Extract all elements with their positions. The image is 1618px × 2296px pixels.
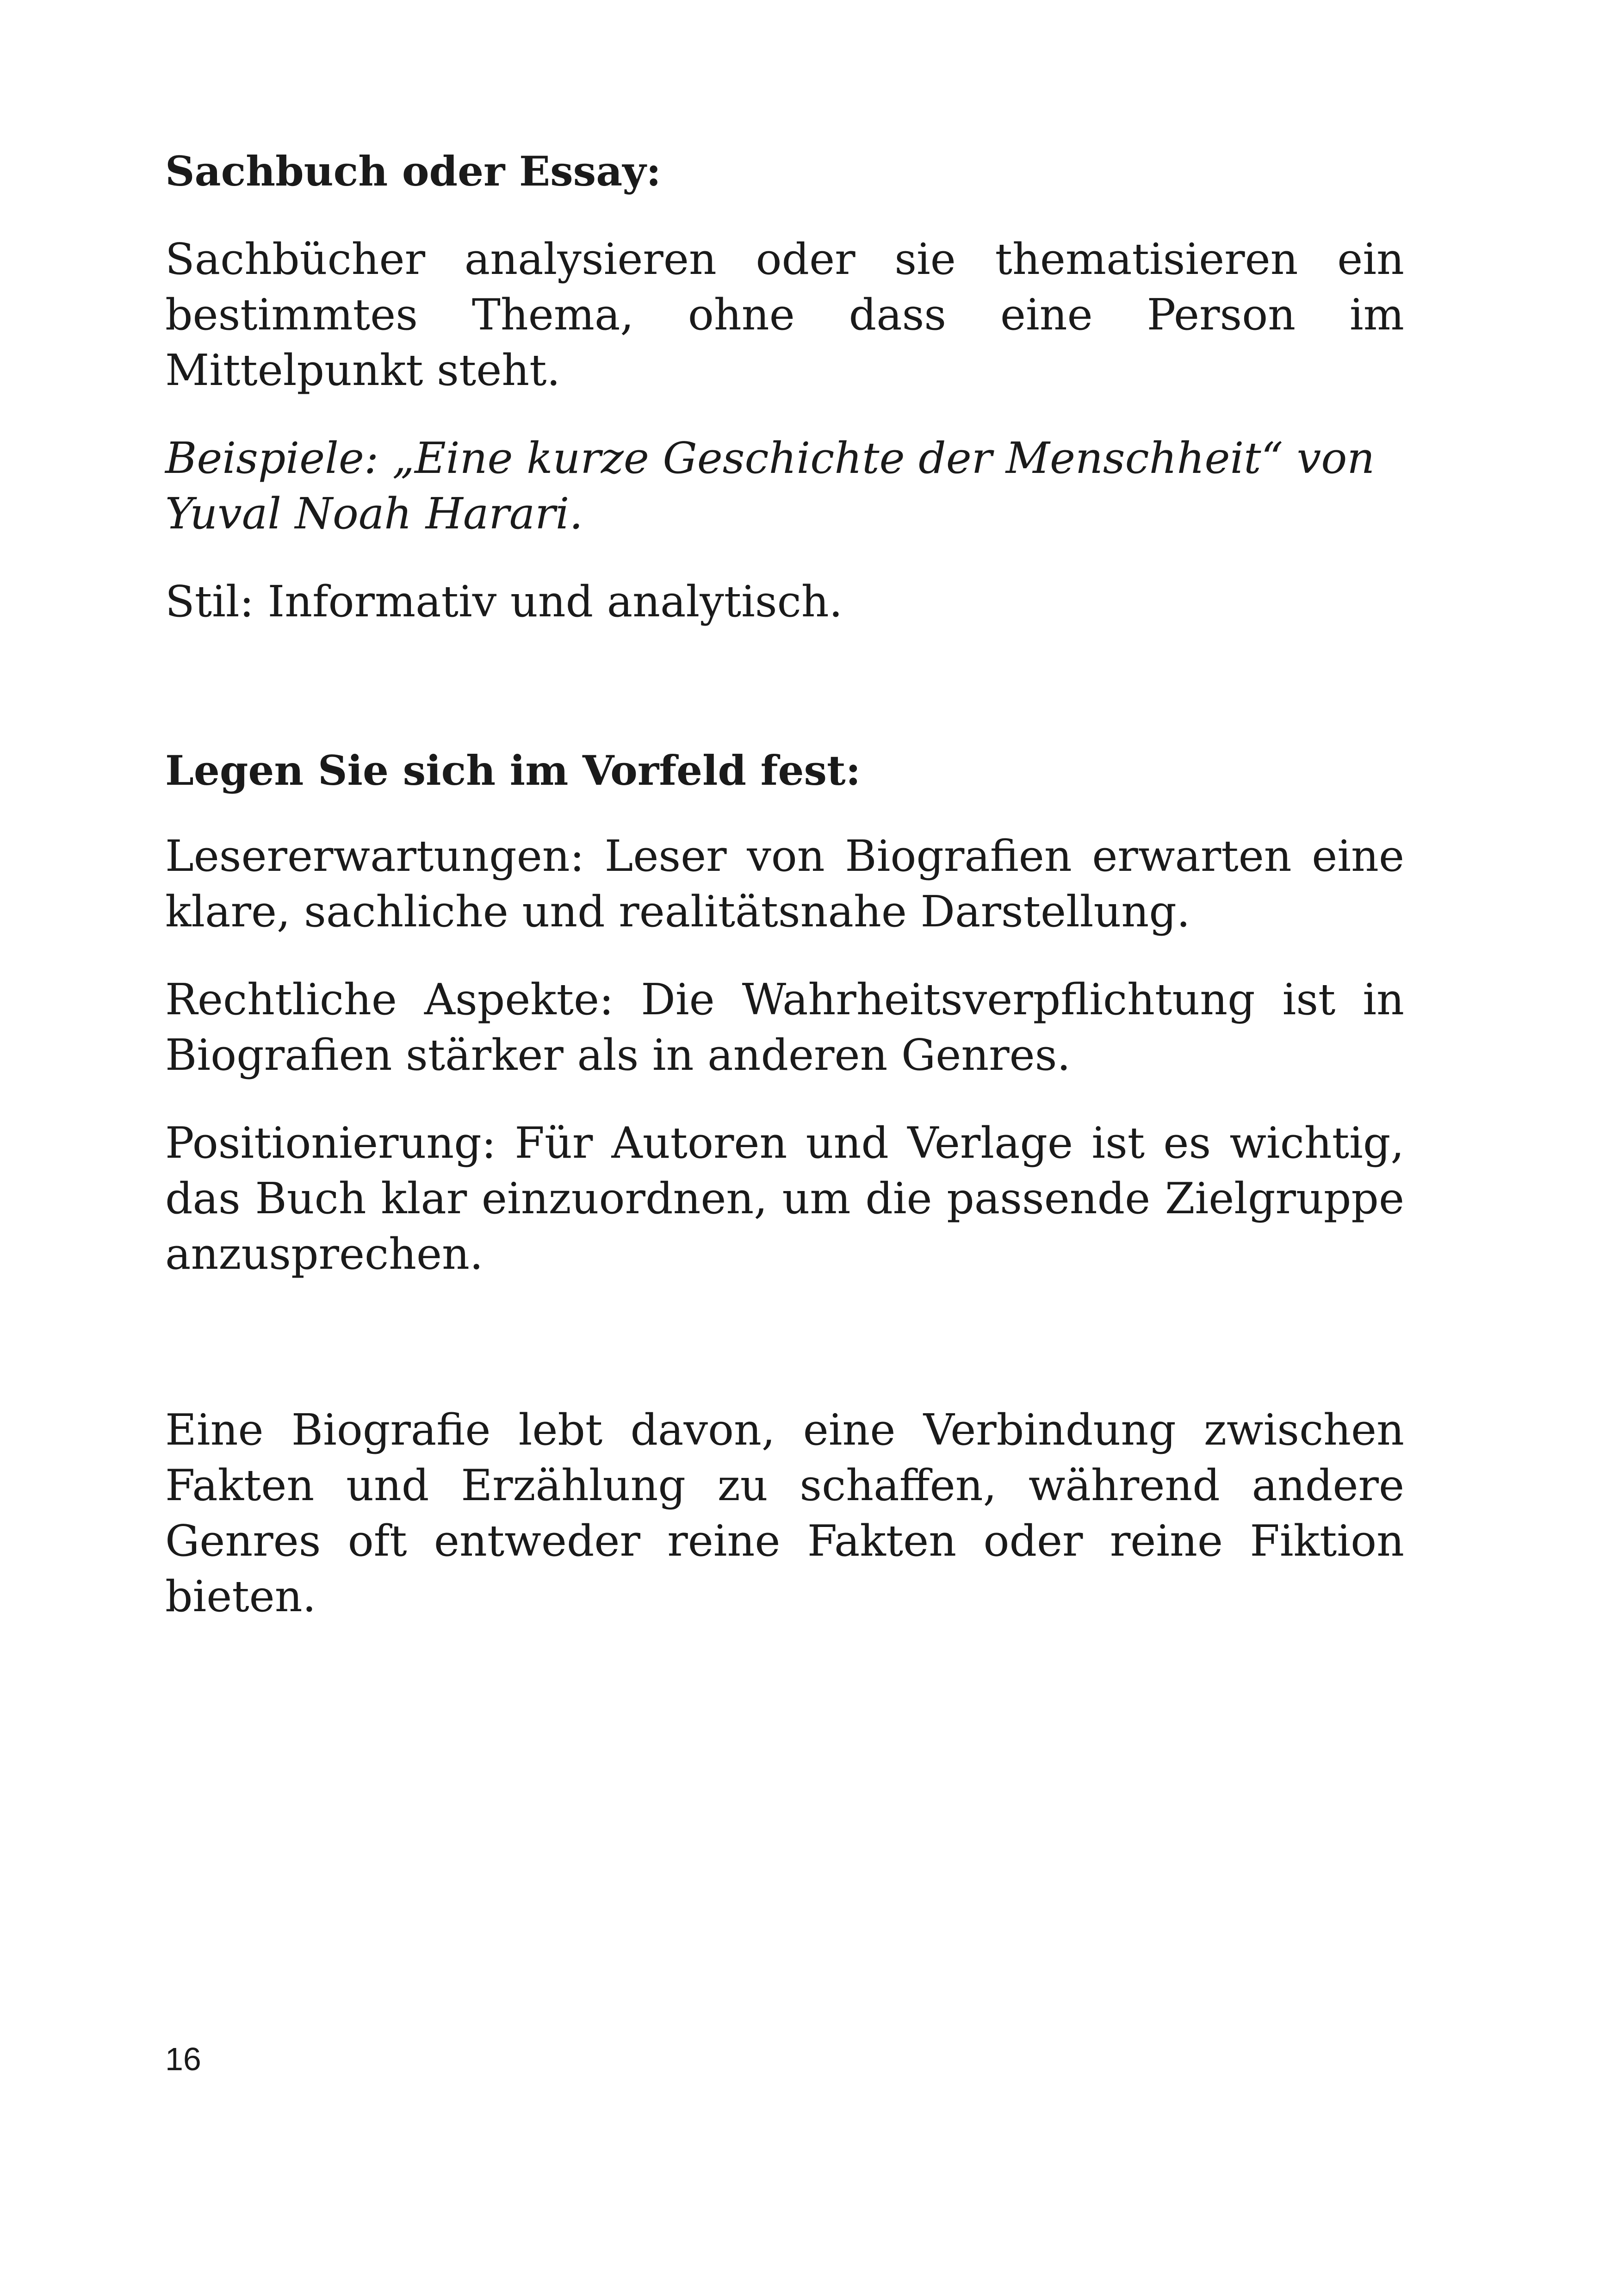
paragraph-style: Stil: Informativ und analytisch.: [165, 577, 843, 627]
section-heading-vorfeld: Legen Sie sich im Vorfeld fest:: [165, 746, 861, 794]
paragraph-positioning: Positionierung: Für Autoren und Verlage ist es wichtig, das Buch klar einzuordnen, um die passende Zielgruppe anzusprechen.: [165, 1118, 1404, 1279]
paragraph-sachbuch-description: Sachbücher analysieren oder sie thematisieren ein bestimmtes Thema, ohne dass eine Person im Mittelpunkt steht.: [165, 234, 1404, 395]
paragraph-legal-aspects: Rechtliche Aspekte: Die Wahrheitsverpflichtung ist in Biografien stärker als in anderen Genres.: [165, 974, 1404, 1080]
section-heading-sachbuch: Sachbuch oder Essay:: [165, 147, 661, 195]
paragraph-conclusion: Eine Biografie lebt davon, eine Verbindung zwischen Fakten und Erzählung zu schaffen, während andere Genres oft entweder reine Fakten oder reine Fiktion bieten.: [165, 1405, 1404, 1621]
paragraph-example: Beispiele: „Eine kurze Geschichte der Menschheit“ von Yuval Noah Harari.: [165, 433, 1375, 539]
page-number: 16: [165, 2041, 201, 2077]
paragraph-reader-expectations: Lesererwartungen: Leser von Biografien erwarten eine klare, sachliche und realitätsnahe Darstellung.: [165, 831, 1404, 937]
